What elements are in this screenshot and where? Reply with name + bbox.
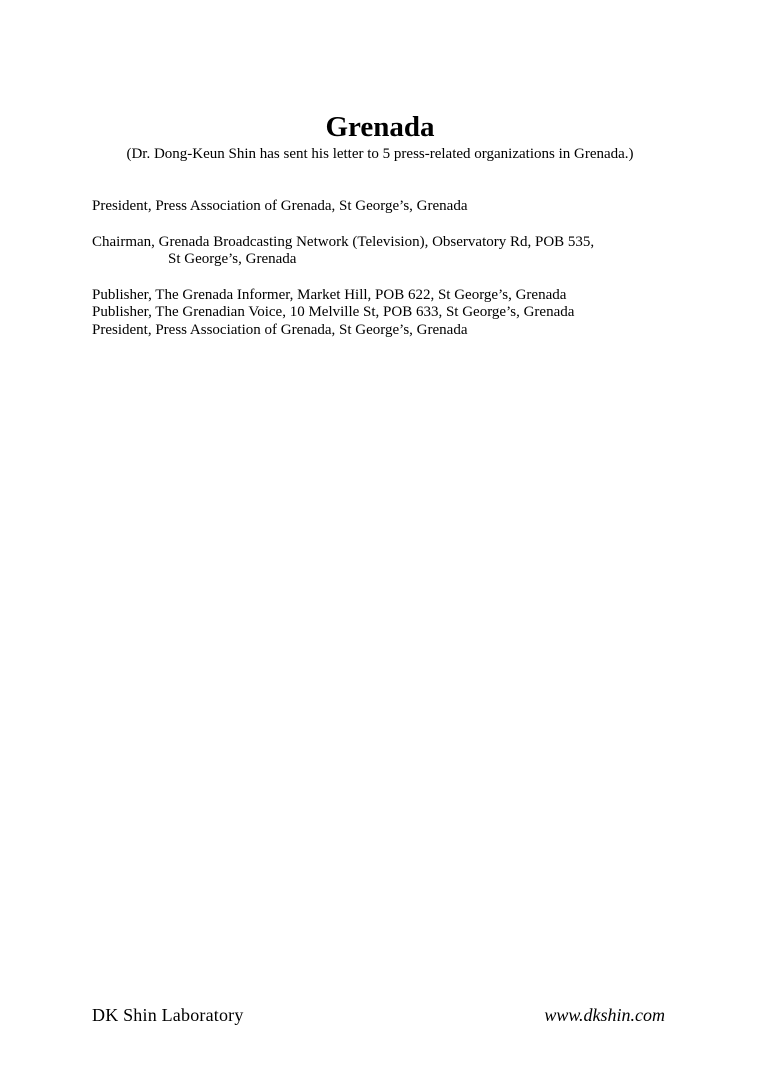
page-subtitle: (Dr. Dong-Keun Shin has sent his letter to 5 press-related organizations in Grenada.) bbox=[126, 146, 634, 162]
list-item: President, Press Association of Grenada, St George’s, Grenada bbox=[92, 322, 468, 338]
page-title: Grenada bbox=[325, 111, 435, 143]
list-item: Publisher, The Grenadian Voice, 10 Melville St, POB 633, St George’s, Grenada bbox=[92, 304, 575, 320]
list-item: Publisher, The Grenada Informer, Market Hill, POB 622, St George’s, Grenada bbox=[92, 287, 567, 303]
footer-lab-name: DK Shin Laboratory bbox=[92, 1005, 244, 1025]
footer-website: www.dkshin.com bbox=[544, 1005, 665, 1025]
list-item: President, Press Association of Grenada, St George’s, Grenada bbox=[92, 198, 468, 214]
list-item: Chairman, Grenada Broadcasting Network (Television), Observatory Rd, POB 535, bbox=[92, 234, 595, 250]
list-item-continuation: St George’s, Grenada bbox=[168, 251, 297, 267]
